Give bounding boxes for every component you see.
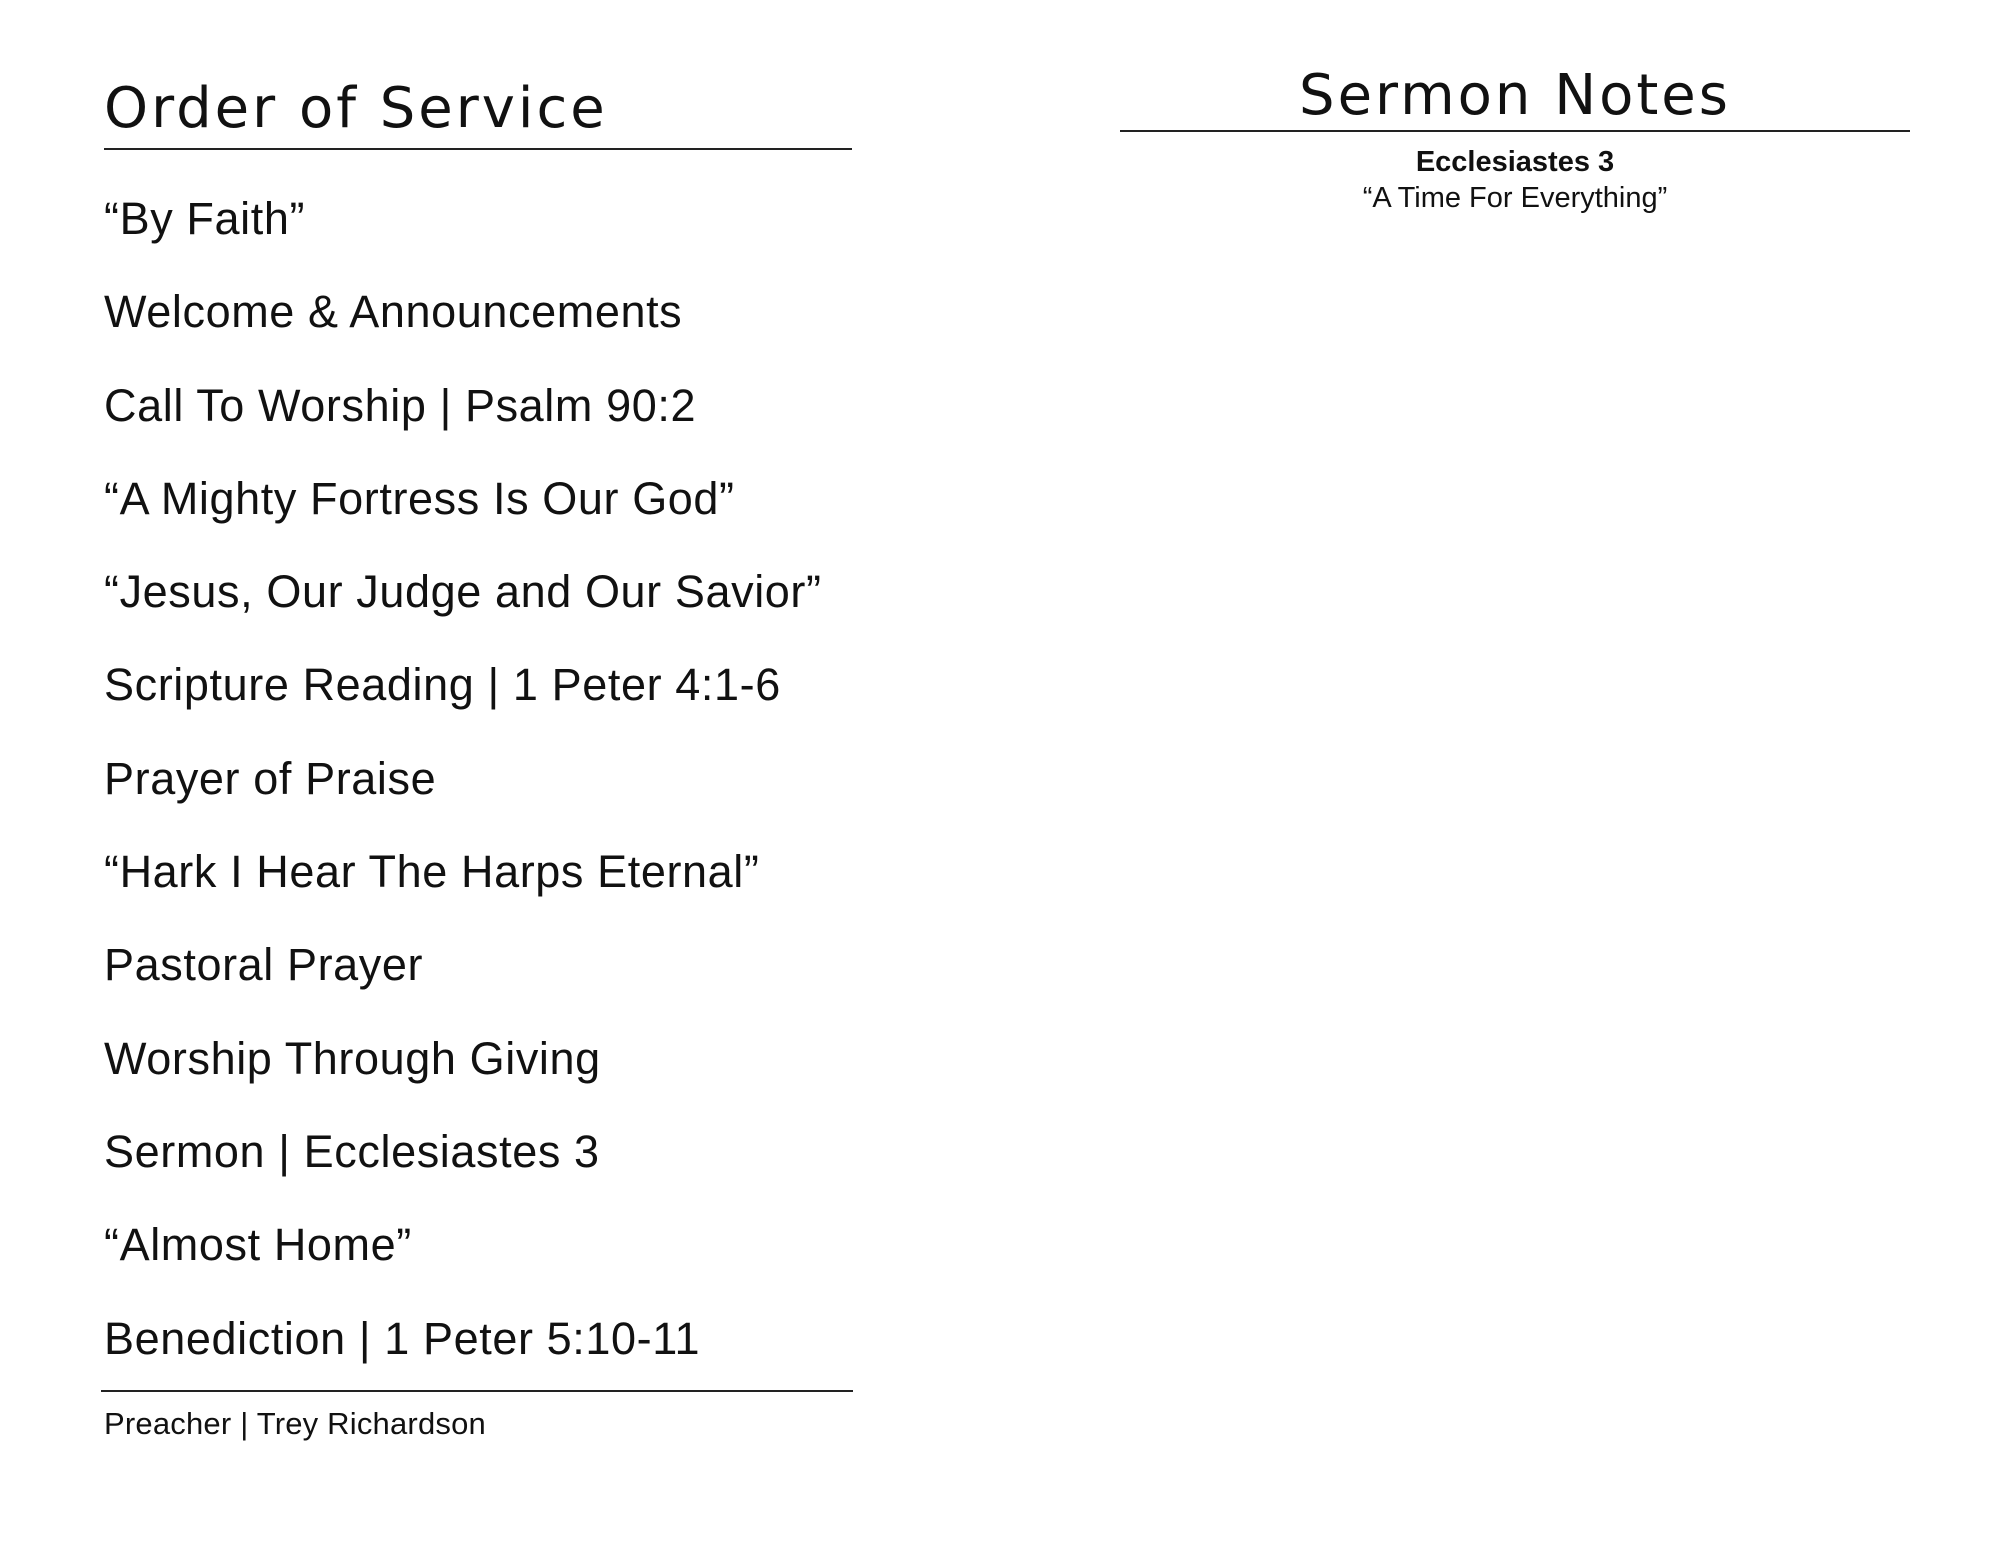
service-item: “A Mighty Fortress Is Our God” [104,472,735,524]
sermon-notes-divider [1120,130,1910,132]
service-item: Prayer of Praise [104,752,437,804]
service-item: “Hark I Hear The Harps Eternal” [104,846,760,898]
sermon-scripture-reference: Ecclesiastes 3 [1415,146,1615,178]
order-of-service-section [104,70,852,1385]
sermon-notes-title: Sermon Notes [1299,63,1731,128]
service-item: Call To Worship | Psalm 90:2 [104,379,697,431]
service-item: Welcome & Announcements [104,286,683,338]
sermon-notes-section [1120,62,1910,216]
service-item: Worship Through Giving [104,1032,601,1084]
order-of-service-title: Order of Service [104,76,608,141]
preacher-credit: Preacher | Trey Richardson [104,1406,486,1441]
service-item: “Jesus, Our Judge and Our Savior” [104,566,822,618]
service-items-list [104,172,852,1385]
service-item: Pastoral Prayer [104,939,424,991]
service-item: “By Faith” [104,193,306,244]
sermon-subtitle: “A Time For Everything” [1362,182,1668,214]
order-of-service-top-divider [104,148,852,150]
service-item: Benediction | 1 Peter 5:10-11 [104,1312,701,1364]
service-item: Sermon | Ecclesiastes 3 [104,1125,600,1177]
service-item: Scripture Reading | 1 Peter 4:1-6 [104,659,781,711]
service-item: “Almost Home” [104,1219,412,1271]
order-of-service-bottom-divider [101,1390,853,1392]
